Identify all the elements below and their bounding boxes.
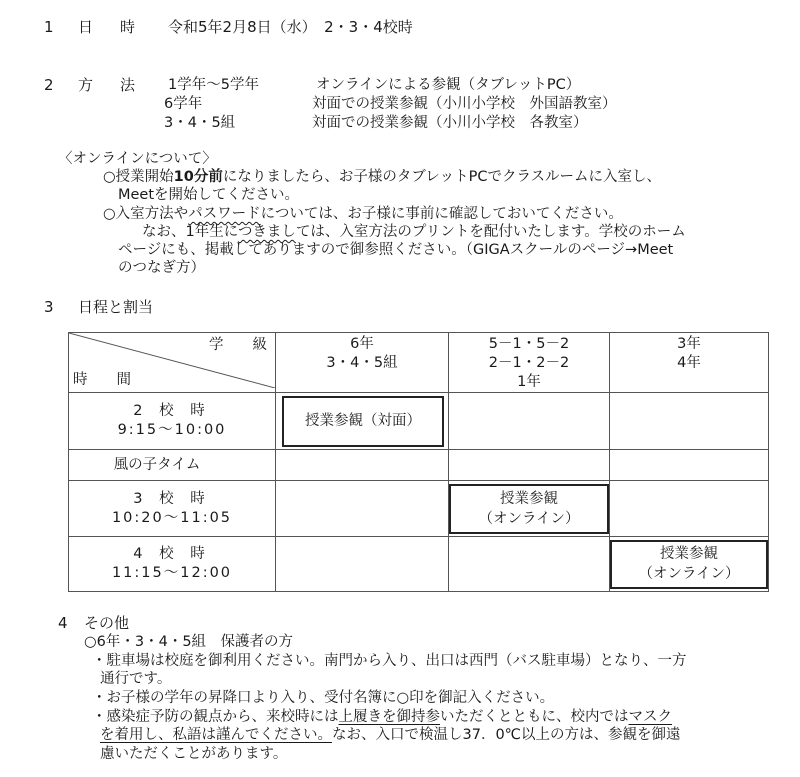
note-infection-line-3: 慮いただくことがあります。 — [100, 746, 288, 762]
period-label: 2 校 時 — [133, 403, 211, 419]
assignment-cell — [610, 481, 769, 537]
column-header-1-line-1: 6年 — [350, 336, 374, 352]
method-grade-1: 1学年～5学年 — [168, 77, 259, 93]
assignment-cell — [449, 393, 610, 450]
corner-label-time: 時 間 — [73, 372, 131, 388]
assignment-cell — [276, 481, 449, 537]
corner-label-class: 学 級 — [209, 337, 267, 353]
section-4-number: 4 — [58, 614, 68, 632]
column-header-1-line-2: 3・4・5組 — [326, 355, 398, 371]
period-label: 3 校 時 — [133, 490, 211, 507]
column-header-2-line-1: 5－1・5－2 — [488, 336, 570, 352]
period-cell — [69, 481, 276, 537]
section-3-number: 3 — [44, 298, 54, 316]
section-1-value: 令和5年2月8日（水） 2・3・4校時 — [168, 18, 413, 36]
note-entrance: ・お子様の学年の昇降口より入り、受付名簿に○印を御記入ください。 — [92, 690, 555, 706]
column-header-2-line-2: 2－1・2－2 — [488, 355, 570, 371]
schedule-table — [68, 332, 769, 592]
assignment-cell — [610, 393, 769, 450]
table-row — [69, 450, 769, 481]
section-3-title: 日程と割当 — [78, 298, 154, 316]
method-grade-2: 6学年 — [164, 96, 203, 112]
note-infection: ・感染症予防の観点から、来校時には上履きを御持参いただくとともに、校内ではマスク — [92, 709, 672, 725]
online-heading: 〈オンラインについて〉 — [58, 151, 217, 167]
method-desc-1: オンラインによる参観（タブレットPC） — [316, 77, 581, 93]
table-row — [69, 537, 769, 592]
section-1-label: 日 時 — [78, 18, 142, 36]
assignment-cell — [449, 537, 610, 592]
table-corner-cell — [69, 333, 276, 393]
assignment-cell — [610, 450, 769, 481]
period-time: 9:15～10:00 — [117, 422, 227, 438]
period-cell — [69, 537, 276, 592]
section-4-subheading: ○6年・3・4・5組 保護者の方 — [84, 634, 294, 650]
column-header-3-line-1: 3年 — [677, 336, 701, 352]
section-2-label: 方 法 — [78, 76, 142, 94]
online-paragraph-2: ○入室方法やパスワードについては、お子様に事前に確認しておいてください。 — [103, 206, 623, 222]
online-paragraph-1: ○授業開始10分前になりましたら、お子様のタブレットPCでクラスルームに入室し、 — [103, 169, 662, 185]
assignment-box: 授業参観 （オンライン） — [449, 484, 609, 534]
method-grade-3: 3・4・5組 — [164, 115, 236, 131]
period-cell — [69, 450, 276, 481]
column-header-3-line-2: 4年 — [677, 355, 701, 371]
table-row — [69, 481, 769, 537]
assignment-cell — [610, 537, 769, 592]
assignment-cell — [276, 537, 449, 592]
assignment-cell — [276, 450, 449, 481]
note-parking: ・駐車場は校庭を御利用ください。南門から入り、出口は西門（バス駐車場）となり、一方 — [92, 653, 687, 669]
period-time: 10:20～11:05 — [111, 509, 233, 526]
column-header-2-line-3: 1年 — [517, 374, 541, 390]
assignment-cell — [276, 393, 449, 450]
assignment-cell — [449, 450, 610, 481]
online-paragraph-3: なお、1年生につきましては、入室方法のプリントを配付いたします。学校のホーム — [142, 224, 686, 240]
table-row — [69, 393, 769, 450]
column-header-3 — [610, 333, 769, 393]
column-header-2 — [449, 333, 610, 393]
online-paragraph-3-line-3: のつなぎ方） — [118, 260, 205, 276]
assignment-cell — [449, 481, 610, 537]
note-infection-line-2: を着用し、私語は謹んでください。なお、入口で検温し37．0℃以上の方は、参観を御遠 — [100, 727, 681, 743]
assignment-box: 授業参観（対面） — [282, 396, 444, 447]
period-label: 風の子タイム — [113, 456, 201, 473]
period-cell — [69, 393, 276, 450]
note-parking-line-2: 通行です。 — [100, 671, 172, 687]
section-2-number: 2 — [44, 76, 54, 94]
period-time: 11:15～12:00 — [111, 565, 233, 581]
section-1-number: 1 — [44, 18, 54, 36]
method-desc-3: 対面での授業参観（小川小学校 各教室） — [312, 115, 588, 131]
period-label: 4 校 時 — [133, 546, 211, 562]
section-4-title: その他 — [84, 614, 130, 632]
column-header-1 — [276, 333, 449, 393]
assignment-box: 授業参観 （オンライン） — [610, 540, 768, 589]
method-desc-2: 対面での授業参観（小川小学校 外国語教室） — [312, 96, 617, 112]
table-header-row — [69, 333, 769, 393]
online-paragraph-3-line-2: ページにも、掲載してありますので御参照ください。（GIGAスクールのページ→Meet — [118, 242, 674, 258]
online-paragraph-1-line-2: Meetを開始してください。 — [118, 187, 300, 203]
